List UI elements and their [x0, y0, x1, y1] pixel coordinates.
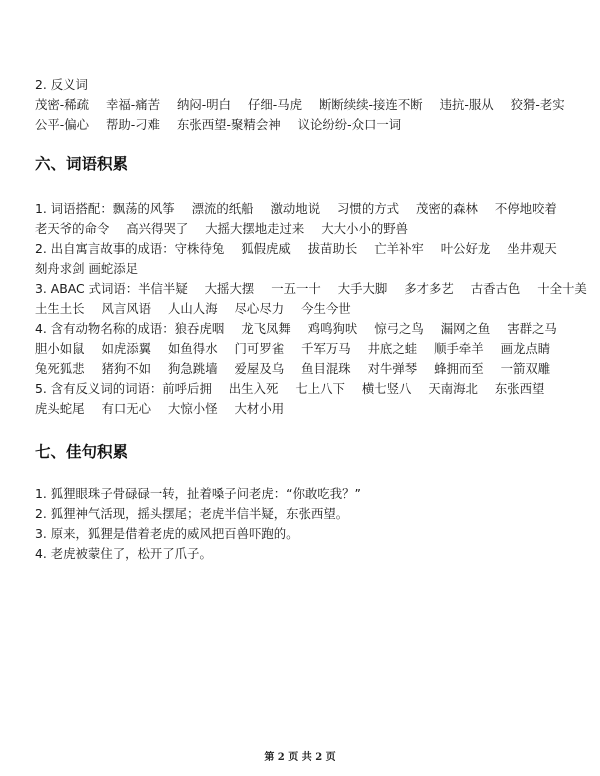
vocab-item: 大大小小的野兽	[321, 221, 409, 236]
vocab-item: 老天爷的命令	[35, 221, 110, 236]
vocab-item: 风言风语	[101, 301, 152, 316]
antonym-pair: 议论纷纷-众口一词	[297, 117, 402, 132]
vocab-item: 半信半疑	[138, 281, 188, 296]
antonyms-block	[35, 75, 575, 135]
vocab-item: 大惊小怪	[168, 401, 218, 416]
antonym-pair: 违抗-服从	[439, 97, 494, 112]
sentence: 2. 狐狸神气活现，摇头摆尾；老虎半信半疑，东张西望。	[35, 506, 349, 521]
group-lead: 5. 含有反义词的词语：	[35, 381, 163, 396]
vocab-item: 狐假虎威	[241, 241, 291, 256]
vocab-item: 漏网之鱼	[440, 321, 491, 336]
vocab-item: 害群之马	[507, 321, 557, 336]
vocab-item: 龙飞凤舞	[241, 321, 291, 336]
section-7-body	[35, 484, 575, 564]
vocab-item: 天南海北	[428, 381, 478, 396]
vocab-item: 大材小用	[234, 401, 285, 416]
vocab-item: 刻舟求剑 画蛇添足	[35, 261, 139, 276]
section-6-heading: 六、词语积累	[35, 155, 129, 173]
vocab-item: 东张西望	[494, 381, 545, 396]
vocab-item: 画龙点睛	[500, 341, 551, 356]
vocab-item: 守株待兔	[174, 241, 225, 256]
vocab-group-3-row-2	[35, 299, 575, 319]
vocab-item: 如鱼得水	[168, 341, 218, 356]
antonym-pair: 狡猾-老实	[510, 97, 565, 112]
vocab-item: 飘荡的风筝	[112, 201, 175, 216]
group-lead: 1. 词语搭配：	[35, 201, 113, 216]
vocab-item: 大摇大摆	[204, 281, 255, 296]
sentence: 1. 狐狸眼珠子骨碌碌一转，扯着嗓子问老虎：“你敢吃我？”	[35, 486, 361, 501]
vocab-item: 拔苗助长	[307, 241, 358, 256]
vocab-item: 一五一十	[271, 281, 321, 296]
vocab-item: 虎头蛇尾	[35, 401, 85, 416]
vocab-item: 有口无心	[101, 401, 152, 416]
antonym-pair: 纳闷-明白	[177, 97, 232, 112]
vocab-item: 尽心尽力	[234, 301, 285, 316]
vocab-item: 井底之蛙	[367, 341, 418, 356]
vocab-group-1-row-2	[35, 219, 575, 239]
antonyms-row-1	[35, 95, 575, 115]
vocab-item: 一箭双雕	[500, 361, 551, 376]
vocab-item: 横七竖八	[361, 381, 412, 396]
vocab-item: 亡羊补牢	[374, 241, 424, 256]
vocab-item: 多才多艺	[404, 281, 454, 296]
vocab-item: 古香古色	[470, 281, 521, 296]
vocab-item: 激动地说	[270, 201, 321, 216]
vocab-item: 出生入死	[228, 381, 279, 396]
vocab-group-4-row-2	[35, 339, 575, 359]
vocab-item: 胆小如鼠	[35, 341, 85, 356]
antonym-pair: 茂密-稀疏	[35, 97, 90, 112]
vocab-item: 叶公好龙	[440, 241, 491, 256]
vocab-item: 狗急跳墙	[168, 361, 218, 376]
vocab-group-1-row-1	[35, 199, 575, 219]
antonym-pair: 幸福-痛苦	[106, 97, 161, 112]
vocab-item: 大摇大摆地走过来	[205, 221, 305, 236]
sentence: 4. 老虎被蒙住了，松开了爪子。	[35, 546, 212, 561]
vocab-item: 狼吞虎咽	[174, 321, 225, 336]
vocab-item: 前呼后拥	[162, 381, 212, 396]
vocab-item: 千军万马	[301, 341, 351, 356]
vocab-item: 惊弓之鸟	[374, 321, 424, 336]
vocab-group-2-row-1	[35, 239, 575, 259]
vocab-item: 鸡鸣狗吠	[307, 321, 358, 336]
group-lead: 4. 含有动物名称的成语：	[35, 321, 175, 336]
vocab-item: 大手大脚	[337, 281, 388, 296]
vocab-item: 七上八下	[295, 381, 345, 396]
antonyms-title: 2. 反义词	[35, 77, 88, 92]
vocab-item: 坐井观天	[507, 241, 557, 256]
section-6-body	[35, 199, 587, 419]
vocab-item: 顺手牵羊	[434, 341, 484, 356]
vocab-item: 对牛弹琴	[367, 361, 418, 376]
group-lead: 3. ABAC 式词语：	[35, 281, 139, 296]
group-lead: 2. 出自寓言故事的成语：	[35, 241, 175, 256]
vocab-item: 猪狗不如	[101, 361, 152, 376]
vocab-item: 不停地咬着	[494, 201, 557, 216]
vocab-group-2-row-2	[35, 259, 575, 279]
vocab-item: 如虎添翼	[101, 341, 152, 356]
vocab-item: 今生今世	[301, 301, 351, 316]
antonym-pair: 帮助-刁难	[106, 117, 161, 132]
vocab-item: 人山人海	[168, 301, 218, 316]
vocab-item: 高兴得哭了	[126, 221, 189, 236]
section-7-heading: 七、佳句积累	[35, 443, 129, 461]
vocab-item: 习惯的方式	[337, 201, 399, 216]
vocab-group-5-row-1	[35, 379, 575, 399]
vocab-item: 土生土长	[35, 301, 85, 316]
vocab-item: 兔死狐悲	[35, 361, 85, 376]
vocab-item: 鱼目混珠	[301, 361, 351, 376]
antonym-pair: 断断续续-接连不断	[319, 97, 423, 112]
antonym-pair: 仔细-马虎	[248, 97, 303, 112]
vocab-item: 茂密的森林	[415, 201, 478, 216]
vocab-item: 爱屋及乌	[234, 361, 285, 376]
antonyms-row-2	[35, 115, 575, 135]
antonym-pair: 公平-偏心	[35, 117, 90, 132]
vocab-item: 漂流的纸船	[191, 201, 254, 216]
vocab-item: 十全十美	[537, 281, 587, 296]
vocab-group-4-row-3	[35, 359, 575, 379]
vocab-group-4-row-1	[35, 319, 575, 339]
vocab-group-3-row-1	[35, 279, 587, 299]
vocab-item: 门可罗雀	[234, 341, 285, 356]
vocab-group-5-row-2	[35, 399, 575, 419]
antonym-pair: 东张西望-聚精会神	[177, 117, 281, 132]
sentence: 3. 原来，狐狸是借着老虎的威风把百兽吓跑的。	[35, 526, 299, 541]
vocab-item: 蜂拥而至	[434, 361, 484, 376]
page-number-footer: 第 2 页 共 2 页	[264, 752, 336, 763]
